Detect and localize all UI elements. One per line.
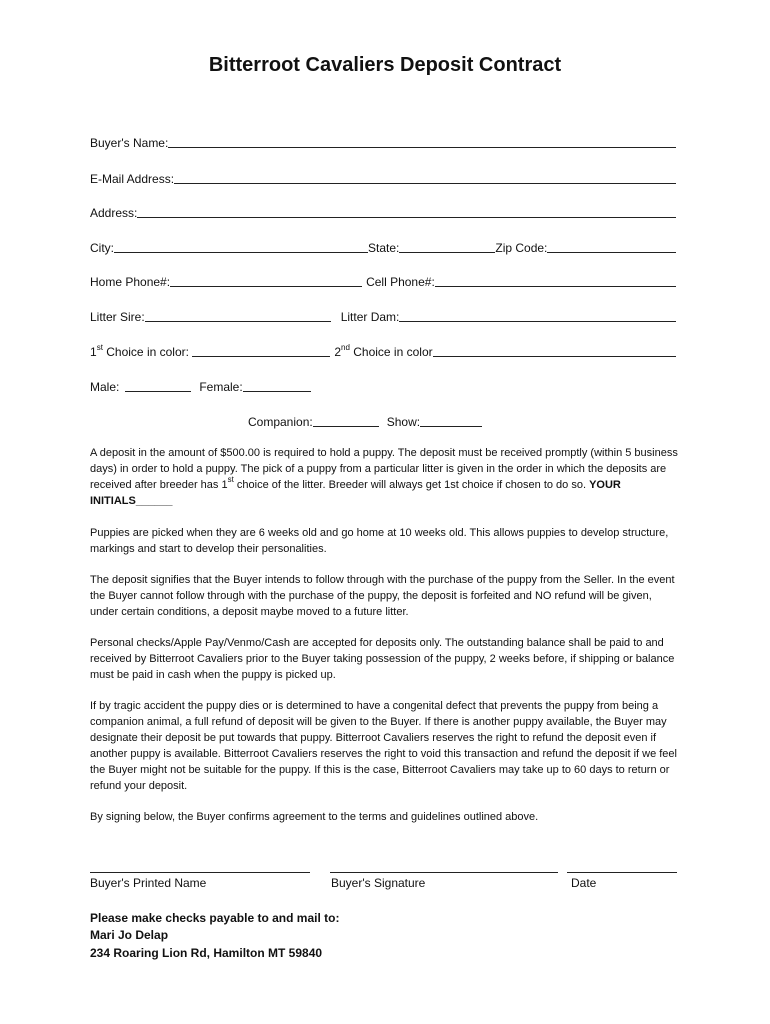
gender-row — [90, 376, 320, 394]
phone-row — [90, 271, 676, 289]
deposit-paragraph: A deposit in the amount of $500.00 is required to hold a puppy. The deposit must be received promptly (within 5 business days) in order to hold a puppy. The pick of a puppy from a particular litter is given in the order in which the deposits are received after breeder has 1st choice of the litter. Breeder will always get 1st choice if chosen to do so. YOUR INITIALS______ — [90, 447, 678, 507]
page-title: Bitterroot Cavaliers Deposit Contract — [208, 54, 562, 76]
litter-sire-field[interactable] — [145, 309, 331, 322]
address-label: Address: — [90, 206, 138, 220]
your-initials[interactable]: YOUR INITIALS______ — [90, 479, 621, 507]
forfeit-paragraph: The deposit signifies that the Buyer intends to follow through with the purchase of the puppy from the Seller. In the event the Buyer cannot follow through with the purchase of the puppy, the deposit is forfeited and NO refund will be given, under certain conditions, a deposit maybe moved to a future litter. — [90, 574, 675, 618]
litter-dam-field[interactable] — [399, 309, 676, 322]
home-phone-field[interactable] — [170, 274, 362, 287]
second-choice-label: 2nd Choice in color — [334, 343, 433, 359]
buyers-name-field[interactable] — [168, 135, 676, 148]
companion-field[interactable] — [313, 414, 379, 427]
state-label: State: — [368, 241, 400, 255]
cell-phone-label: Cell Phone#: — [366, 275, 435, 289]
buyers-name-row — [90, 132, 676, 150]
city-label: City: — [90, 241, 114, 255]
puppies-paragraph: Puppies are picked when they are 6 weeks old and go home at 10 weeks old. This allows puppies to develop structure, markings and start to develop their personalities. — [90, 527, 669, 555]
male-label: Male: — [90, 380, 120, 394]
refund-paragraph: If by tragic accident the puppy dies or is determined to have a congenital defect that prevents the puppy from being a companion animal, a full refund of deposit will be given to the Buyer. If there is another puppy available, the Buyer may designate their deposit be put towards that puppy. Bitterroot Cavaliers reserves the right to refund the deposit even if another puppy is available. Bitterroot Cavaliers reserves the right to void this transaction and refund the deposit if we feel the Buyer might not be suitable for the puppy. If this is the case, Bitterroot Cavaliers may take up to 60 days to return or refund your deposit. — [90, 700, 677, 792]
second-choice-field[interactable] — [433, 344, 676, 357]
mailing-address: 234 Roaring Lion Rd, Hamilton MT 59840 — [90, 946, 323, 960]
email-label: E-Mail Address: — [90, 172, 175, 186]
address-field[interactable] — [137, 205, 676, 218]
male-field[interactable] — [125, 379, 191, 392]
city-field[interactable] — [114, 240, 368, 253]
cell-phone-field[interactable] — [435, 274, 676, 287]
date-label: Date — [571, 876, 597, 890]
home-phone-label: Home Phone#: — [90, 275, 171, 289]
companion-show-row — [248, 411, 498, 429]
litter-row — [90, 306, 676, 324]
printed-name-line[interactable] — [90, 860, 310, 873]
zip-field[interactable] — [547, 240, 676, 253]
signature-line[interactable] — [330, 860, 558, 873]
companion-label: Companion: — [248, 415, 313, 429]
date-line[interactable] — [567, 860, 677, 873]
zip-label: Zip Code: — [495, 241, 548, 255]
email-field[interactable] — [174, 171, 676, 184]
first-choice-field[interactable] — [192, 344, 330, 357]
female-field[interactable] — [243, 379, 311, 392]
litter-sire-label: Litter Sire: — [90, 310, 145, 324]
email-row — [90, 168, 676, 186]
female-label: Female: — [199, 380, 243, 394]
state-field[interactable] — [399, 240, 495, 253]
show-label: Show: — [386, 415, 421, 429]
mailing-instructions: Please make checks payable to and mail to: — [90, 911, 340, 925]
agreement-paragraph: By signing below, the Buyer confirms agreement to the terms and guidelines outlined above. — [90, 811, 539, 823]
payment-paragraph: Personal checks/Apple Pay/Venmo/Cash are accepted for deposits only. The outstanding balance shall be paid to and received by Bitterroot Cavaliers prior to the Buyer taking possession of the puppy, 2 weeks before, if shipping or balance must be paid in cash when the puppy is picked up. — [90, 637, 675, 681]
litter-dam-label: Litter Dam: — [340, 310, 400, 324]
printed-name-label: Buyer's Printed Name — [90, 876, 207, 890]
color-choice-row — [90, 341, 676, 359]
signature-label: Buyer's Signature — [331, 876, 426, 890]
show-field[interactable] — [420, 414, 482, 427]
first-choice-label: 1st Choice in color: — [90, 343, 189, 359]
buyers-name-label: Buyer's Name: — [90, 136, 169, 150]
city-state-zip-row — [90, 237, 676, 255]
address-row — [90, 202, 676, 220]
mailing-name: Mari Jo Delap — [90, 928, 169, 942]
